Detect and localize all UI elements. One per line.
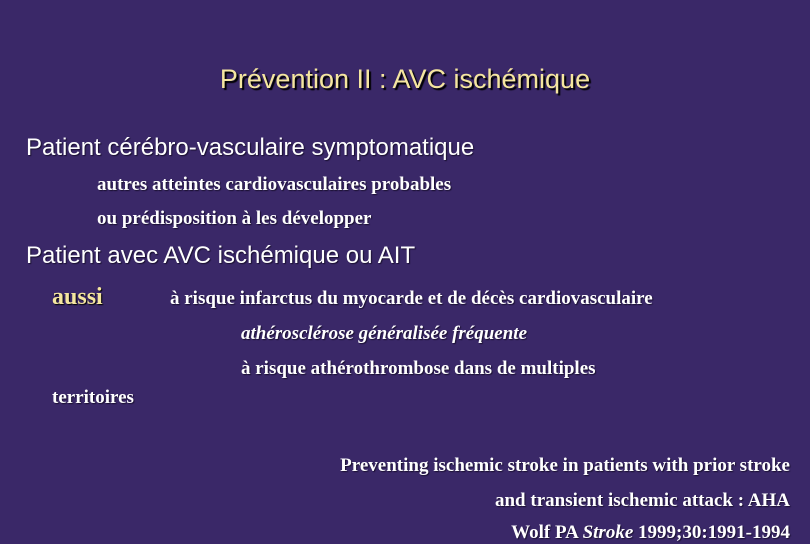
- aussi-label: aussi: [52, 284, 103, 310]
- section2-line3: à risque athérothrombose dans de multiples: [241, 358, 596, 379]
- citation-details: 1999;30:1991-1994: [633, 522, 790, 543]
- section2-line3-wrap: territoires: [52, 387, 134, 408]
- slide-title: Prévention II : AVC ischémique: [219, 64, 591, 94]
- section2-line1: à risque infarctus du myocarde et de décès cardiovasculaire: [170, 288, 653, 309]
- reference-citation: [511, 522, 790, 544]
- section1-line1: autres atteintes cardiovasculaires probables: [97, 174, 452, 195]
- section1-line2: ou prédisposition à les développer: [97, 208, 372, 229]
- citation-journal: Stroke: [582, 522, 634, 543]
- section2-heading: Patient avec AVC ischémique ou AIT: [26, 242, 416, 269]
- section2-line2: athérosclérose généralisée fréquente: [241, 323, 528, 344]
- reference-line2: and transient ischemic attack : AHA: [494, 490, 790, 511]
- reference-line1: Preventing ischemic stroke in patients with prior stroke: [340, 455, 790, 476]
- citation-author: Wolf PA: [511, 522, 583, 543]
- section1-heading: Patient cérébro-vasculaire symptomatique: [26, 134, 475, 161]
